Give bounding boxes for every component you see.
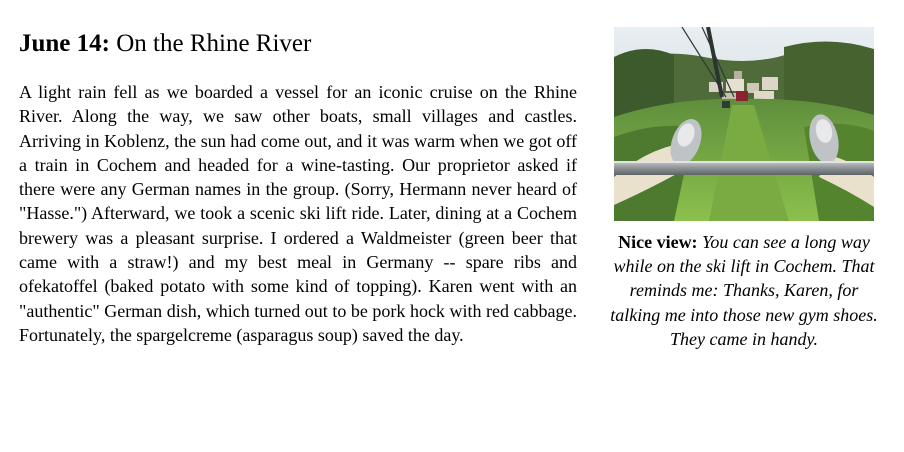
article-date: June 14 <box>19 30 102 57</box>
caption-text: You can see a long way while on the ski lift in Cochem. That reminds me: Thanks, Karen, for talking me into those new gym shoes. They came in handy. <box>610 232 878 349</box>
ski-lift-photo <box>614 27 874 221</box>
article-heading: On the Rhine River <box>109 30 312 57</box>
caption-lead: Nice view: <box>618 232 698 252</box>
title-separator: : <box>101 30 110 57</box>
article-body: A light rain fell as we boarded a vessel for an iconic cruise on the Rhine River. Along the way, we saw other boats, small villages and castles. Arriving in Koblenz, the sun had come out, and it was warm when we got off a train in Cochem and headed for a wine-tasting. Our proprietor asked if there were any German names in the group. (Sorry, Hermann never heard of "Hasse.") Afterward, we took a scenic ski lift ride. Later, dining at a Cochem brewery was a pleasant surprise. I ordered a Waldmeister (green beer that came with a straw!) and my best meal in Germany -- spare ribs and ofekatoffel (baked potato with some kind of topping). Karen went with an "authentic" German dish, which turned out to be pork hock with red cabbage. Fortunately, the spargelcreme (asparagus soup) saved the day. <box>19 82 577 345</box>
photo-caption <box>604 230 884 351</box>
article-title <box>19 28 311 60</box>
